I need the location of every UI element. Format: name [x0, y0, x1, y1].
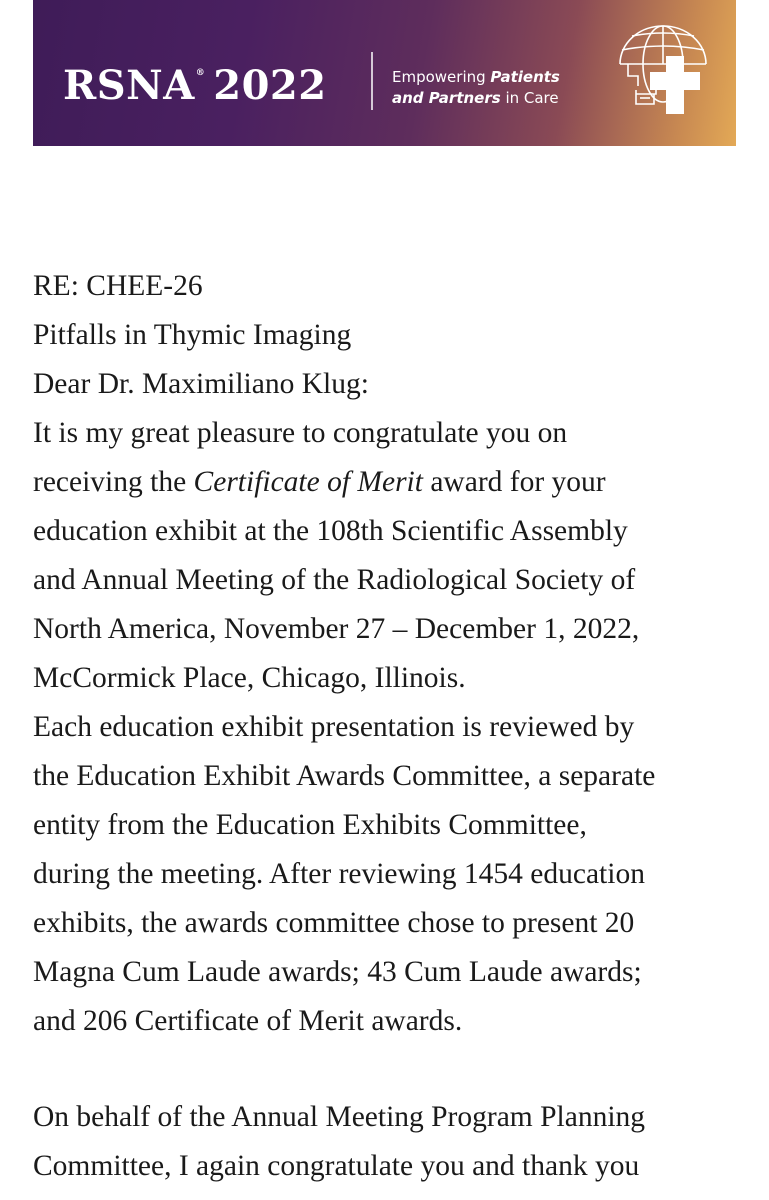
paragraph-line: entity from the Education Exhibits Committee, — [33, 809, 587, 841]
reference-line: RE: CHEE-26 — [33, 270, 203, 302]
paragraph-gap — [33, 1046, 738, 1093]
paragraph-line: Each education exhibit presentation is reviewed by — [33, 711, 635, 743]
salutation: Dear Dr. Maximiliano Klug: — [33, 368, 369, 400]
letter-body — [33, 262, 738, 1191]
paragraph-line: and Annual Meeting of the Radiological Society of — [33, 564, 636, 596]
paragraph-line: It is my great pleasure to congratulate you on — [33, 417, 568, 449]
tagline — [392, 67, 560, 109]
tagline-emphasis: and Partners — [392, 89, 501, 107]
paragraph-line: On behalf of the Annual Meeting Program Planning — [33, 1101, 646, 1133]
exhibit-title: Pitfalls in Thymic Imaging — [33, 319, 352, 351]
tagline-text: Empowering — [392, 68, 491, 86]
rsna-logo — [63, 62, 327, 109]
paragraph-line: exhibits, the awards committee chose to present 20 — [33, 907, 635, 939]
text-run: receiving the — [33, 466, 194, 498]
logo-year: 2022 — [213, 62, 327, 109]
paragraph-line: North America, November 27 – December 1, 2022, — [33, 613, 640, 645]
text-run: award for your — [422, 466, 606, 498]
paragraph-line: Committee, I again congratulate you and thank you — [33, 1150, 640, 1182]
tagline-emphasis: Patients — [490, 68, 560, 86]
paragraph-line: McCormick Place, Chicago, Illinois. — [33, 662, 466, 694]
tagline-line-1 — [392, 67, 560, 88]
paragraph-line: the Education Exhibit Awards Committee, a separate — [33, 760, 656, 792]
paragraph-line — [33, 458, 738, 507]
banner-divider — [371, 52, 373, 110]
paragraph-line: during the meeting. After reviewing 1454 education — [33, 858, 645, 890]
tagline-text: in Care — [500, 89, 559, 107]
paragraph-line: and 206 Certificate of Merit awards. — [33, 1005, 463, 1037]
header-banner — [33, 0, 736, 146]
logo-wordmark: RSNA — [63, 62, 195, 109]
globe-with-cross-icon — [598, 14, 728, 114]
award-name: Certificate of Merit — [193, 466, 423, 498]
paragraph-line: Magna Cum Laude awards; 43 Cum Laude awards; — [33, 956, 642, 988]
registered-mark: ® — [195, 68, 206, 78]
paragraph-line: education exhibit at the 108th Scientific Assembly — [33, 515, 628, 547]
tagline-line-2 — [392, 88, 560, 109]
